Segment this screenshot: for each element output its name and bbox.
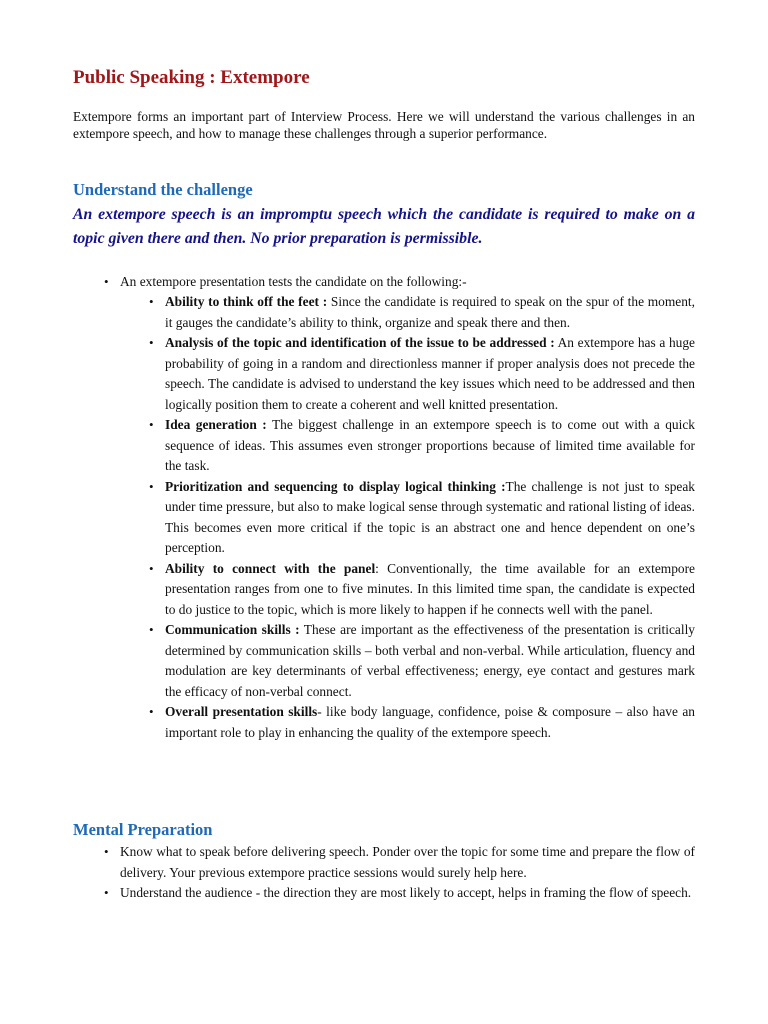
item-text: The biggest challenge in an extempore speech is to come out with a quick sequence of ideas. This assumes even stronger proportions because of limited time available for the task. xyxy=(165,417,695,473)
bullet-icon: • xyxy=(104,885,109,900)
item-text: - like body language, confidence, poise & composure – also have an important role to play in enhancing the quality of the extempore speech. xyxy=(165,704,696,740)
bullet-icon: • xyxy=(104,274,109,289)
item-text: The challenge is not just to speak under time pressure, but also to make logical sense through systematic and rational listing of ideas. This becomes even more critical if the topic is an abstract one and hence dependent on one’s perception. xyxy=(165,478,695,555)
item-term: Overall presentation skills xyxy=(165,704,318,719)
list-item-text: Understand the audience - the direction they are most likely to accept, helps in framing the flow of speech. xyxy=(120,885,692,900)
list-item xyxy=(149,415,695,477)
item-text: Since the candidate is required to speak on the spur of the moment, it gauges the candidate’s ability to think, organize and speak there and then. xyxy=(165,294,695,330)
list-item-text: An extempore presentation tests the candidate on the following:- xyxy=(120,274,467,289)
bullet-icon: • xyxy=(149,335,154,350)
bullet-icon: • xyxy=(149,478,154,494)
item-term: Communication skills : xyxy=(165,622,300,637)
list-item xyxy=(149,702,695,743)
bullet-icon: • xyxy=(149,294,154,309)
item-term: Idea generation : xyxy=(165,417,267,432)
list-item-text: Know what to speak before delivering speech. Ponder over the topic for some time and prepare the flow of delivery. Your previous extempore practice sessions would surely help here. xyxy=(120,844,695,880)
bullet-icon: • xyxy=(149,417,154,432)
intro-paragraph: Extempore forms an important part of Interview Process. Here we will understand the various challenges in an extempore speech, and how to manage these challenges through a superior performance. xyxy=(73,109,695,141)
item-text: An extempore has a huge probability of going in a random and directionless manner if proper analysis does not precede the speech. The candidate is advised to understand the key issues which need to be addressed and then logically position them to create a coherent and well knitted presentation. xyxy=(165,335,695,412)
bullet-icon: • xyxy=(149,560,154,576)
section-heading-challenge: Understand the challenge xyxy=(73,180,253,199)
bullet-icon: • xyxy=(104,844,109,859)
challenge-sublist xyxy=(149,292,695,743)
mental-preparation-list xyxy=(104,842,695,904)
list-item xyxy=(104,883,695,904)
list-item xyxy=(149,333,695,415)
page-title: Public Speaking : Extempore xyxy=(73,67,310,88)
list-item xyxy=(149,292,695,333)
challenge-list xyxy=(104,272,695,293)
item-term: Ability to think off the feet : xyxy=(165,294,328,309)
bullet-icon: • xyxy=(149,704,154,719)
list-item xyxy=(104,272,695,293)
item-term: Prioritization and sequencing to display logical thinking : xyxy=(165,478,506,494)
bullet-icon: • xyxy=(149,622,154,637)
item-term: Ability to connect with the panel xyxy=(165,560,376,576)
item-term: Analysis of the topic and identification of the issue to be addressed : xyxy=(165,335,555,350)
item-text: : Conventionally, the time available for an extempore presentation ranges from one to five minutes. In this limited time span, the candidate is expected to do justice to the topic, which is more likely to happen if he connects well with the panel. xyxy=(165,560,695,617)
section-heading-mental-preparation: Mental Preparation xyxy=(73,820,213,839)
list-item xyxy=(149,477,695,559)
challenge-lead: An extempore speech is an impromptu speech which the candidate is required to make on a topic given there and then. No prior preparation is permissible. xyxy=(73,206,695,247)
list-item xyxy=(149,620,695,702)
item-text: These are important as the effectiveness of the presentation is critically determined by communication skills – both verbal and non-verbal. While articulation, fluency and modulation are key determinants of verbal effectiveness; energy, eye contact and gestures mark the efficacy of non-verbal connect. xyxy=(165,622,696,699)
list-item xyxy=(149,559,695,621)
list-item xyxy=(104,842,695,883)
